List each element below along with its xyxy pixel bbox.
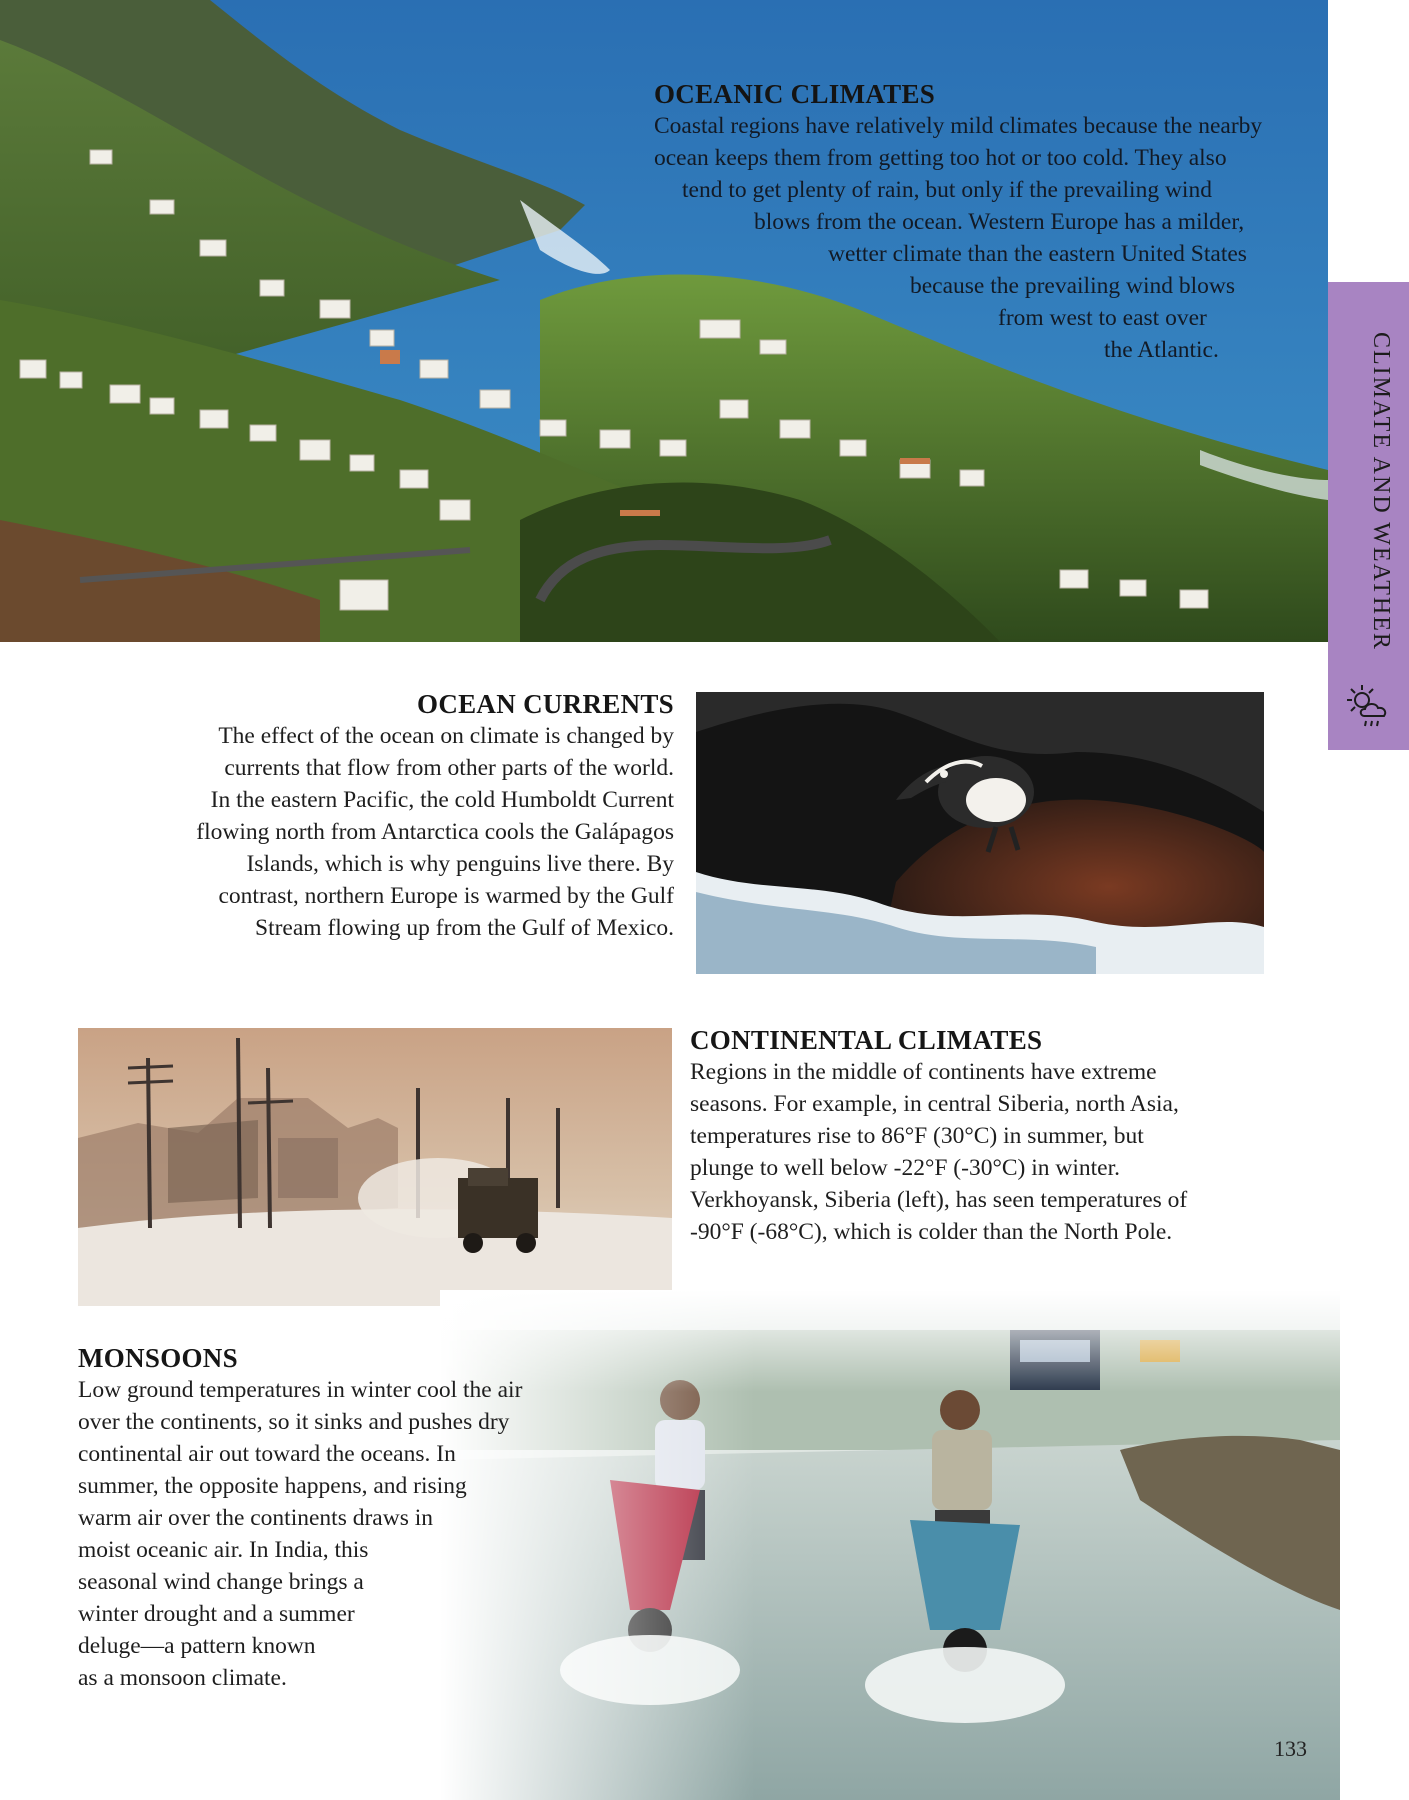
chapter-tab-label: CLIMATE AND WEATHER (1368, 332, 1394, 651)
oceanic-climates-heading: OCEANIC CLIMATES (654, 79, 936, 109)
siberia-scene-illustration (78, 1028, 672, 1306)
chapter-side-tab (1328, 282, 1409, 750)
penguin-on-rock-photo (696, 692, 1264, 974)
monsoons-line: winter drought and a summer (78, 1601, 355, 1627)
continental-line: temperatures rise to 86°F (30°C) in summer, but (690, 1123, 1144, 1149)
currents-line: flowing north from Antarctica cools the Galápagos (196, 819, 674, 845)
currents-line: Stream flowing up from the Gulf of Mexico. (255, 915, 674, 941)
sun-cloud-rain-icon (1346, 682, 1390, 738)
monsoons-line: moist oceanic air. In India, this (78, 1537, 369, 1563)
continental-climates-heading: CONTINENTAL CLIMATES (690, 1025, 1043, 1055)
ocean-currents-heading: OCEAN CURRENTS (417, 689, 674, 719)
currents-line: In the eastern Pacific, the cold Humboldt Current (210, 787, 674, 813)
currents-line: Islands, which is why penguins live there. By (246, 851, 674, 877)
monsoons-section (78, 1342, 598, 1694)
continental-line: Regions in the middle of continents have extreme (690, 1059, 1157, 1085)
oceanic-line: wetter climate than the eastern United States (828, 241, 1247, 267)
monsoons-heading: MONSOONS (78, 1343, 238, 1373)
continental-climates-section (690, 1024, 1250, 1248)
page-number: 133 (1274, 1736, 1307, 1761)
oceanic-line: the Atlantic. (1104, 337, 1219, 363)
oceanic-line: blows from the ocean. Western Europe has a milder, (754, 209, 1245, 235)
oceanic-line: Coastal regions have relatively mild climates because the nearby (654, 113, 1263, 139)
currents-line: currents that flow from other parts of the world. (224, 755, 674, 781)
continental-line: Verkhoyansk, Siberia (left), has seen temperatures of (690, 1187, 1188, 1213)
oceanic-climates-section (654, 78, 1314, 366)
siberian-street-photo (78, 1028, 672, 1306)
ocean-currents-section (140, 688, 674, 944)
currents-line: The effect of the ocean on climate is changed by (218, 723, 674, 749)
continental-line: plunge to well below -22°F (-30°C) in winter. (690, 1155, 1120, 1181)
oceanic-line: tend to get plenty of rain, but only if the prevailing wind (682, 177, 1212, 203)
continental-line: -90°F (-68°C), which is colder than the North Pole. (690, 1219, 1173, 1245)
monsoons-line: as a monsoon climate. (78, 1665, 287, 1691)
monsoons-line: over the continents, so it sinks and pushes dry (78, 1409, 510, 1435)
monsoons-line: deluge—a pattern known (78, 1633, 316, 1659)
oceanic-line: because the prevailing wind blows (910, 273, 1235, 299)
monsoons-body (78, 1374, 598, 1694)
currents-line: contrast, northern Europe is warmed by the Gulf (218, 883, 674, 909)
continental-line: seasons. For example, in central Siberia, north Asia, (690, 1091, 1179, 1117)
monsoons-line: summer, the opposite happens, and rising (78, 1473, 467, 1499)
monsoons-line: Low ground temperatures in winter cool the air (78, 1377, 523, 1403)
monsoons-line: continental air out toward the oceans. In (78, 1441, 456, 1467)
penguin-scene-illustration (696, 692, 1264, 974)
monsoons-line: warm air over the continents draws in (78, 1505, 434, 1531)
continental-climates-body (690, 1056, 1250, 1248)
monsoons-line: seasonal wind change brings a (78, 1569, 364, 1595)
oceanic-line: from west to east over (998, 305, 1207, 331)
oceanic-climates-body (654, 110, 1314, 366)
ocean-currents-body (140, 720, 674, 944)
oceanic-line: ocean keeps them from getting too hot or too cold. They also (654, 145, 1227, 171)
